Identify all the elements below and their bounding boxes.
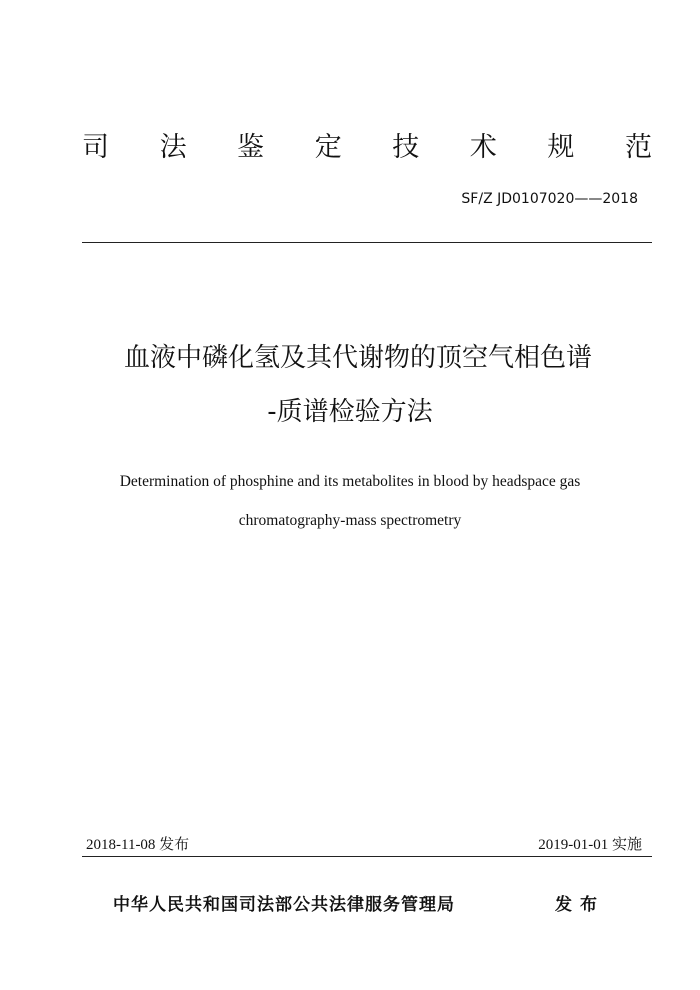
category-char: 技 bbox=[392, 132, 420, 163]
issuing-authority: 中华人民共和国司法部公共法律服务管理局 bbox=[113, 895, 455, 915]
chinese-title-line-1: 血液中磷化氢及其代谢物的顶空气相色谱 bbox=[123, 343, 592, 373]
issue-date: 2018-11-08 发布 bbox=[86, 837, 190, 853]
english-title-line-2: chromatography-mass spectrometry bbox=[238, 512, 462, 529]
category-char: 法 bbox=[159, 132, 187, 163]
category-char: 范 bbox=[624, 132, 652, 163]
category-char: 鉴 bbox=[237, 132, 265, 163]
category-char: 司 bbox=[82, 132, 109, 163]
english-title-line-1: Determination of phosphine and its metabolites in blood by headspace gas bbox=[119, 473, 581, 490]
issuing-action: 发布 bbox=[555, 895, 605, 915]
category-char: 定 bbox=[314, 132, 342, 163]
standard-number: SF/Z JD0107020——2018 bbox=[461, 191, 638, 207]
chinese-title-line-2: -质谱检验方法 bbox=[267, 397, 433, 427]
document-category-title bbox=[82, 130, 652, 166]
bottom-divider bbox=[82, 856, 652, 857]
category-char: 术 bbox=[469, 132, 497, 163]
top-divider bbox=[82, 242, 652, 243]
effective-date: 2019-01-01 实施 bbox=[538, 837, 642, 853]
category-char: 规 bbox=[547, 132, 575, 163]
